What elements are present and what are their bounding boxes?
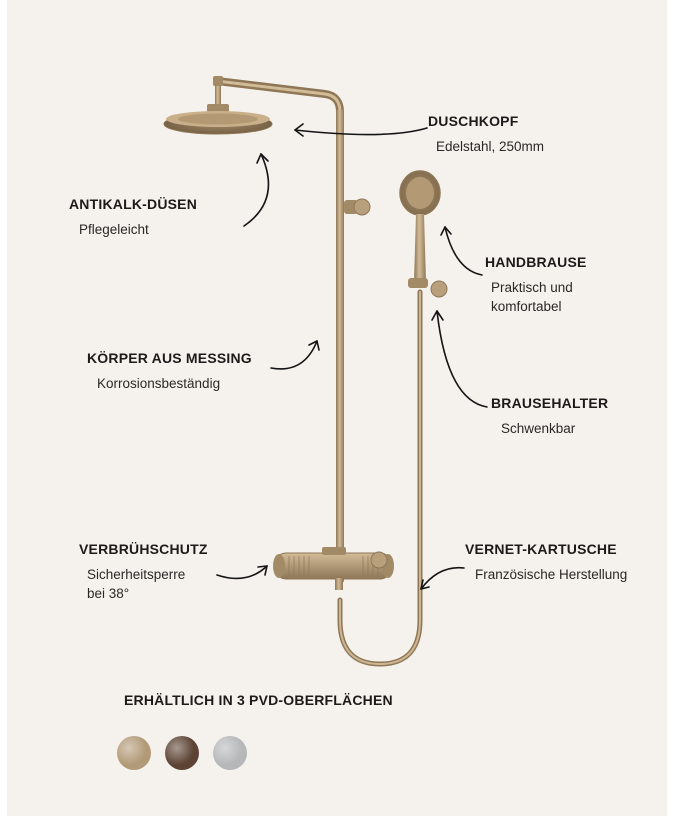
label-handbrause-title: HANDBRAUSE — [485, 254, 587, 270]
label-kartusche-title: VERNET-KARTUSCHE — [465, 541, 617, 557]
label-verbruehschutz-title: VERBRÜHSCHUTZ — [79, 541, 208, 557]
label-duschkopf-title: DUSCHKOPF — [428, 113, 519, 129]
shower-hose — [340, 292, 420, 664]
product-infographic — [7, 0, 667, 816]
wall-bracket — [344, 199, 370, 215]
label-brausehalter-subtitle: Schwenkbar — [501, 421, 576, 436]
overhead-shower-head — [164, 76, 340, 580]
riser-pipe — [336, 110, 344, 580]
finish-swatch-brass[interactable] — [117, 736, 151, 770]
label-koerper-title: KÖRPER AUS MESSING — [87, 350, 252, 366]
label-antikalk-title: ANTIKALK-DÜSEN — [69, 196, 198, 212]
arrow-verbruehschutz — [217, 566, 267, 578]
arrow-brausehalter — [437, 311, 487, 407]
label-kartusche — [465, 541, 627, 584]
arrow-duschkopf — [295, 128, 427, 135]
finishes-heading: ERHÄLTLICH IN 3 PVD-OBERFLÄCHEN — [124, 692, 393, 708]
arrow-kartusche — [421, 568, 464, 589]
label-handbrause-subtitle-line1: Praktisch und — [491, 280, 573, 295]
thermostat-mixer — [273, 547, 394, 590]
label-handbrause-subtitle-line2: komfortabel — [491, 299, 562, 314]
hand-shower — [400, 171, 447, 297]
annotation-arrows — [217, 124, 487, 589]
label-koerper — [87, 350, 252, 393]
label-kartusche-subtitle: Französische Herstellung — [475, 567, 628, 582]
label-handbrause-subtitle — [491, 278, 587, 316]
finish-swatch-steel[interactable] — [213, 736, 247, 770]
arrow-antikalk — [244, 154, 268, 226]
label-handbrause — [485, 254, 587, 316]
label-antikalk-subtitle: Pflegeleicht — [79, 222, 149, 237]
label-verbruehschutz-subtitle — [87, 565, 208, 603]
label-duschkopf — [428, 113, 544, 156]
label-brausehalter — [491, 395, 608, 438]
label-duschkopf-subtitle: Edelstahl, 250mm — [436, 139, 545, 154]
label-verbruehschutz — [79, 541, 208, 603]
finish-swatch-bronze[interactable] — [165, 736, 199, 770]
label-brausehalter-title: BRAUSEHALTER — [491, 395, 609, 411]
label-antikalk — [69, 196, 197, 239]
label-verbruehschutz-subtitle-line2: bei 38° — [87, 586, 130, 601]
label-verbruehschutz-subtitle-line1: Sicherheitsperre — [87, 567, 186, 582]
label-koerper-subtitle: Korrosionsbeständig — [97, 376, 221, 391]
